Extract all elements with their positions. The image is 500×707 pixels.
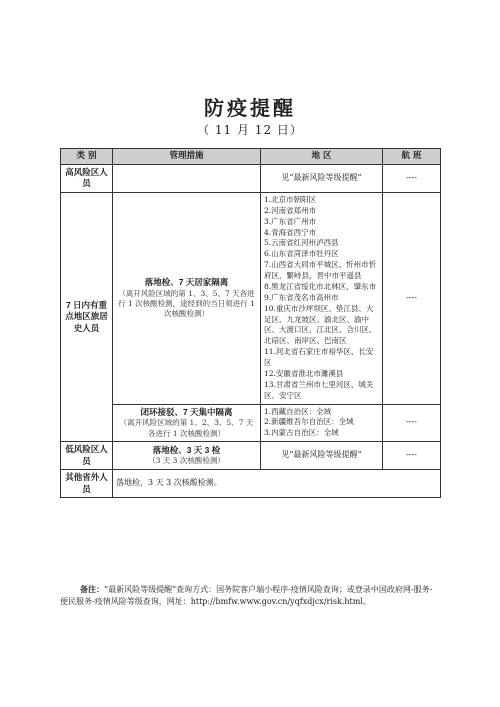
- category-other: 其他省外人员: [61, 470, 113, 498]
- list-item: 2.新疆维吾尔自治区：全域: [264, 417, 354, 427]
- measures-table: [60, 148, 441, 498]
- measure-low-risk-title: 落地检、3 天 3 检: [152, 444, 221, 455]
- measure-high-risk-empty: [113, 165, 261, 193]
- list-item: 11.河北省石家庄市裕华区、长安区: [264, 347, 374, 368]
- category-7day-history: 7 日内有重点地区旅居史人员: [61, 192, 113, 441]
- measure-central-isolation: [113, 404, 261, 442]
- area-high-risk: 见“最新风险等级提醒”: [261, 165, 383, 193]
- table-row-other: [61, 470, 441, 498]
- page-title: 防疫提醒: [204, 96, 296, 120]
- table-row-low-risk: [61, 442, 441, 470]
- list-item: 5.云南省红河州泸西县: [264, 238, 339, 248]
- header-area: 地 区: [261, 149, 383, 165]
- footnote-label: 备注：: [80, 585, 104, 594]
- category-low-risk: 低风险区人员: [61, 442, 113, 470]
- measure-low-risk-note: （3 天 3 次核酸检测）: [148, 456, 225, 466]
- category-high-risk: 高风险区人员: [61, 165, 113, 193]
- table-header-row: [61, 149, 441, 165]
- header-measures: 管理措施: [113, 149, 261, 165]
- list-item: 10.重庆市沙坪坝区、垫江县、大足区、九龙坡区、渝北区、渝中区、大渡口区、江北区、合川区、北碚区、南岸区、巴南区: [264, 303, 377, 346]
- measure-other: 落地检，3 天 3 次核酸检测。: [113, 470, 441, 498]
- list-item: 7.山西省大同市平城区、忻州市忻府区、繁峙县，晋中市平遥县: [264, 260, 377, 281]
- flight-central-isolation: ----: [383, 404, 441, 442]
- table-row-home-isolation: [61, 192, 441, 404]
- list-item: 9.广东省茂名市高州市: [264, 292, 339, 302]
- measure-home-note: （离开风险区域的第 1、3、5、7 天各进行 1 次核酸检测，途经到的当日须进行 1 次核酸检测）: [118, 288, 255, 319]
- footnote-text: “最新风险等级提醒”查询方式：国务院客户端小程序-疫情风险查询；或登录中国政府网-服务-便民服务-疫情风险等级查询，网址：http://bmfw.www.gov.cn/yqfxdjcx/risk.html。: [60, 585, 433, 606]
- measure-central-note: （离开风险区域的第 1、2、3、5、7 天各进行 1 次核酸检测）: [119, 418, 254, 438]
- list-item: 6.山东省菏泽市牡丹区: [264, 249, 339, 259]
- table-row-central-isolation: [61, 404, 441, 442]
- footnote: [60, 584, 440, 608]
- list-item: 1.西藏自治区：全域: [264, 406, 332, 416]
- flight-home-isolation: ----: [383, 192, 441, 404]
- list-item: 3.广东省广州市: [264, 216, 317, 226]
- measure-central-title: 闭环接驳、7 天集中隔离: [140, 407, 233, 418]
- date-line: （ 11 月 12 日）: [197, 123, 303, 137]
- list-item: 1.北京市朝阳区: [264, 194, 317, 204]
- header-category: 类 别: [61, 149, 113, 165]
- measure-home-title: 落地检、7 天居家隔离: [144, 277, 229, 288]
- list-item: 13.甘肃省兰州市七里河区、城关区、安宁区: [264, 379, 374, 400]
- flight-low-risk: ----: [383, 442, 441, 470]
- area-low-risk: 见“最新风险等级提醒”: [261, 442, 383, 470]
- area-list-home: [261, 192, 383, 404]
- list-item: 4.青海省西宁市: [264, 227, 317, 237]
- list-item: 2.河南省郑州市: [264, 205, 317, 215]
- measure-low-risk: [113, 442, 261, 470]
- list-item: 12.安徽省淮北市濉溪县: [264, 368, 344, 378]
- list-item: 8.黑龙江省绥化市北林区、肇东市: [264, 281, 377, 291]
- area-list-central: [261, 404, 383, 442]
- flight-high-risk: ----: [383, 165, 441, 193]
- table-row-high-risk: [61, 165, 441, 193]
- header-flight: 航 班: [383, 149, 441, 165]
- list-item: 3.内蒙古自治区：全域: [264, 428, 339, 438]
- measure-home-isolation: [113, 192, 261, 404]
